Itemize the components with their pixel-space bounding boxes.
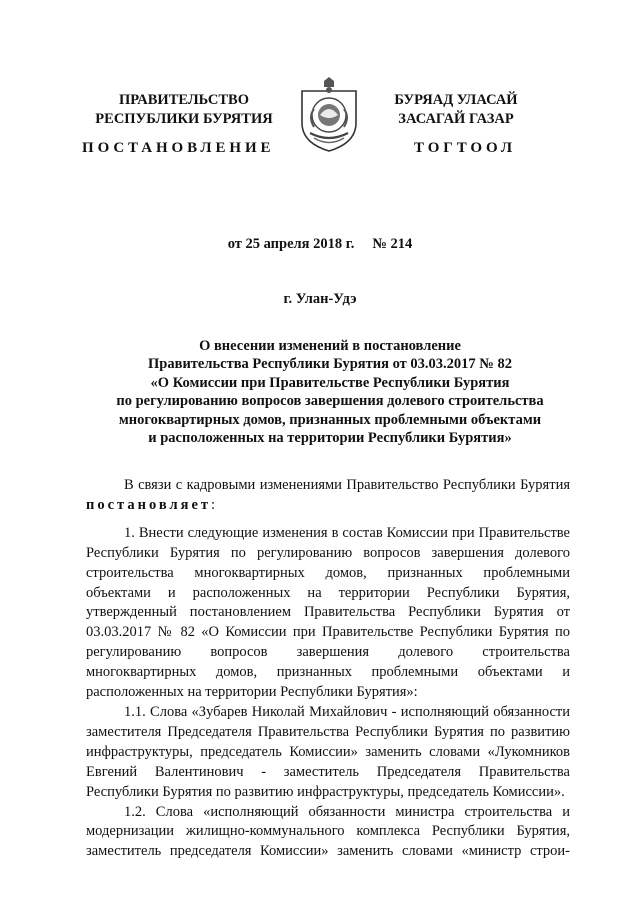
- document-title: [70, 337, 590, 447]
- title-line: «О Комиссии при Правительстве Республики Бурятия: [150, 374, 510, 391]
- header-left-line-2: РЕСПУБЛИКИ БУРЯТИЯ: [95, 111, 273, 127]
- title-line: и расположенных на территории Республики Бурятия»: [148, 430, 512, 447]
- document-date: от 25 апреля 2018 г.: [227, 236, 355, 252]
- title-line: по регулированию вопросов завершения долевого строительства: [116, 393, 544, 410]
- doc-kind-left: ПОСТАНОВЛЕНИЕ: [82, 140, 275, 156]
- intro-verb: постановляет: [86, 496, 212, 513]
- header-left-line-1: ПРАВИТЕЛЬСТВО: [119, 92, 249, 108]
- intro-text: В связи с кадровыми изменениями Правительство Республики Бурятия: [124, 477, 570, 493]
- doc-kind-right: ТОГТООЛ: [414, 140, 516, 156]
- city: г. Улан-Удэ: [283, 291, 357, 307]
- paragraph-1: 1. Внести следующие изменения в состав Комиссии при Правительстве Республики Бурятия по регулированию вопросов завершения долевого строительства многоквартирных домов, признанных проблемными объектами и расположенных на территории Республики Бурятия, утвержденный постановлением Правительства Республики Бурятия от 03.03.2017 № 82 «О Комиссии при Правительстве Республики Бурятия по регулированию вопросов завершения долевого строительства многоквартирных домов, признанных проблемными объектами и расположенных на территории Республики Бурятия»:: [86, 524, 570, 701]
- header-right-line-2: ЗАСАГАЙ ГАЗАР: [398, 111, 514, 127]
- title-line: О внесении изменений в постановление: [199, 338, 461, 354]
- title-line: Правительства Республики Бурятия от 03.03.2017 № 82: [148, 356, 512, 373]
- intro-paragraph: [86, 476, 570, 516]
- document-number: № 214: [372, 236, 413, 252]
- header-right-line-1: БУРЯАД УЛАСАЙ: [394, 92, 518, 108]
- header-right-authority: [376, 91, 536, 129]
- intro-colon: :: [211, 496, 216, 513]
- document-body: [86, 476, 570, 870]
- coat-of-arms-icon: [296, 77, 362, 153]
- title-line: многоквартирных домов, признанных проблемными объектами: [118, 411, 542, 428]
- emblem-svg: [296, 77, 362, 153]
- paragraph-1-1: 1.1. Слова «Зубарев Николай Михайлович - исполняющий обязанности заместителя Председателя Правительства Республики Бурятия по развитию инфраструктуры, председатель Комиссии» заменить словами «Лукомников Евгений Валентинович - заместитель Председателя Правительства Республики Бурятия по развитию инфраструктуры, председатель Комиссии».: [86, 703, 570, 800]
- paragraph-1-2: 1.2. Слова «исполняющий обязанности министра строительства и модернизации жилищно-коммунального комплекса Республики Бурятия, заместитель председателя Комиссии» заменить словами «министр строи-: [86, 803, 570, 860]
- header-left-authority: [86, 91, 282, 129]
- date-line: [0, 236, 640, 253]
